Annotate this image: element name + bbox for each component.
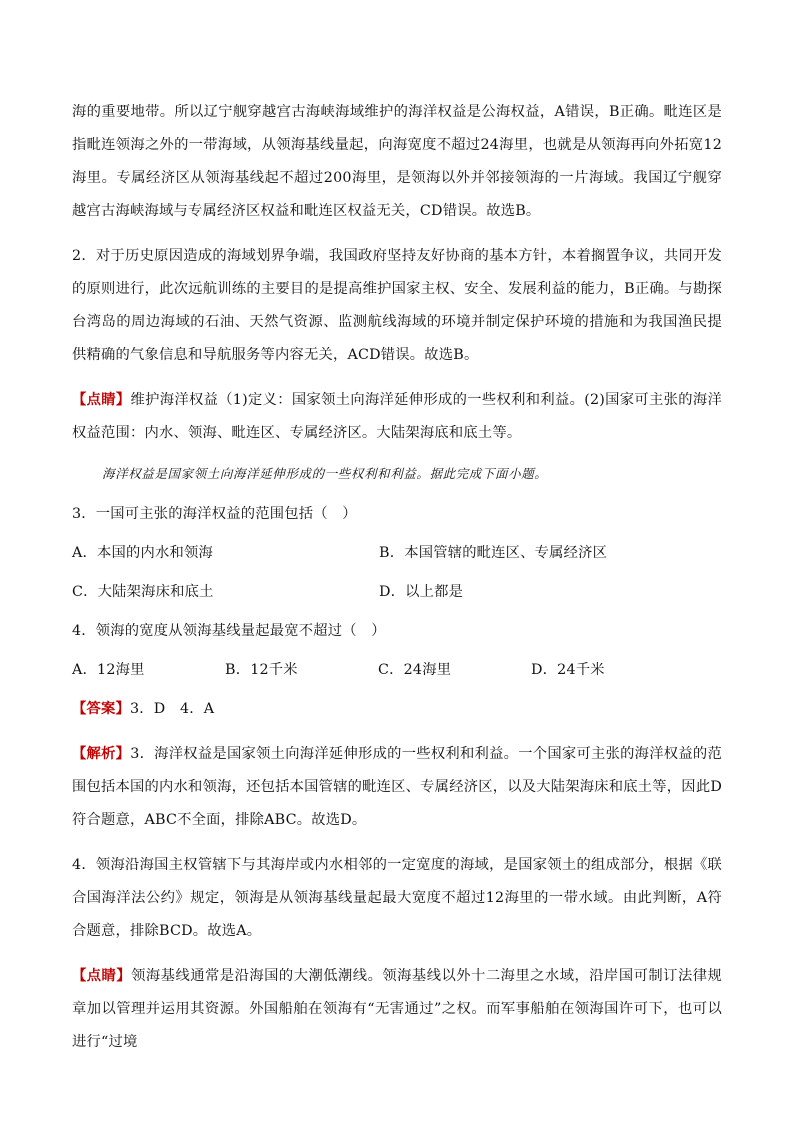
explanation-3 bbox=[72, 738, 722, 837]
explanation-tag: 【解析】 bbox=[72, 746, 131, 762]
question-3-options-row-1 bbox=[72, 537, 722, 570]
option-3c: C．大陆架海床和底土 bbox=[72, 584, 214, 600]
paragraph-answer-1-explanation: 海的重要地带。所以辽宁舰穿越宫古海峡海域维护的海洋权益是公海权益，A错误，B正确。毗连区是指毗连领海之外的一带海域，从领海基线量起，向海宽度不超过24海里，也就是从领海再向外拓宽12海里。专属经济区从领海基线起不超过200海里，是领海以外并邻接领海的一片海域。我国辽宁舰穿越宫古海峡海域与专属经济区权益和毗连区权益无关，CD错误。故选B。 bbox=[72, 104, 722, 219]
key-point-2-text: 领海基线通常是沿海国的大潮低潮线。领海基线以外十二海里之水域，沿岸国可制订法律规章加以管理并运用其资源。外国船舶在领海有“无害通过”之权。而军事船舶在领海国许可下，也可以进行“过境 bbox=[72, 968, 722, 1050]
option-3d: D．以上都是 bbox=[379, 584, 464, 600]
question-3-options-row-2 bbox=[72, 576, 722, 609]
paragraph-key-point-1 bbox=[72, 384, 722, 450]
question-intro: 海洋权益是国家领土向海洋延伸形成的一些权利和利益。据此完成下面小题。 bbox=[102, 466, 548, 481]
option-4c: C．24海里 bbox=[378, 662, 452, 678]
answer-text: 3．D 4．A bbox=[130, 701, 215, 717]
option-4b: B．12千米 bbox=[225, 662, 298, 678]
paragraph-key-point-2 bbox=[72, 960, 722, 1059]
document-page bbox=[72, 96, 722, 1059]
explanation-3-text: 3．海洋权益是国家领土向海洋延伸形成的一些权利和利益。一个国家可主张的海洋权益的范围包括本国的内水和领海，还包括本国管辖的毗连区、专属经济区，以及大陆架海床和底土等，因此D符合题意，ABC不全面，排除ABC。故选D。 bbox=[72, 746, 722, 828]
answer-line bbox=[72, 693, 722, 726]
question-4-options bbox=[72, 654, 722, 687]
option-3a: A．本国的内水和领海 bbox=[72, 545, 213, 561]
explanation-4: 4．领海沿海国主权管辖下与其海岸或内水相邻的一定宽度的海域，是国家领土的组成部分，根据《联合国海洋法公约》规定，领海是从领海基线量起最大宽度不超过12海里的一带水域。由此判断，A符合题意，排除BCD。故选A。 bbox=[72, 857, 722, 939]
option-4a: A．12海里 bbox=[72, 662, 145, 678]
question-4: 4．领海的宽度从领海基线量起最宽不超过（ ） bbox=[72, 623, 386, 639]
question-3: 3．一国可主张的海洋权益的范围包括（ ） bbox=[72, 506, 357, 522]
paragraph-answer-2-explanation: 2．对于历史原因造成的海域划界争端，我国政府坚持友好协商的基本方针，本着搁置争议，共同开发的原则进行，此次远航训练的主要目的是提高维护国家主权、安全、发展利益的能力，B正确。与勘探台湾岛的周边海域的石油、天然气资源、监测航线海域的环境并制定保护环境的措施和为我国渔民提供精确的气象信息和导航服务等内容无关，ACD错误。故选B。 bbox=[72, 248, 722, 363]
key-point-tag: 【点睛】 bbox=[72, 392, 131, 408]
key-point-text: 维护海洋权益（1)定义：国家领土向海洋延伸形成的一些权利和利益。(2)国家可主张的海洋权益范围：内水、领海、毗连区、专属经济区。大陆架海底和底土等。 bbox=[72, 392, 722, 441]
answer-tag: 【答案】 bbox=[72, 701, 130, 717]
key-point-2-tag: 【点睛】 bbox=[72, 968, 132, 984]
option-4d: D．24千米 bbox=[531, 662, 605, 678]
option-3b: B．本国管辖的毗连区、专属经济区 bbox=[379, 545, 608, 561]
